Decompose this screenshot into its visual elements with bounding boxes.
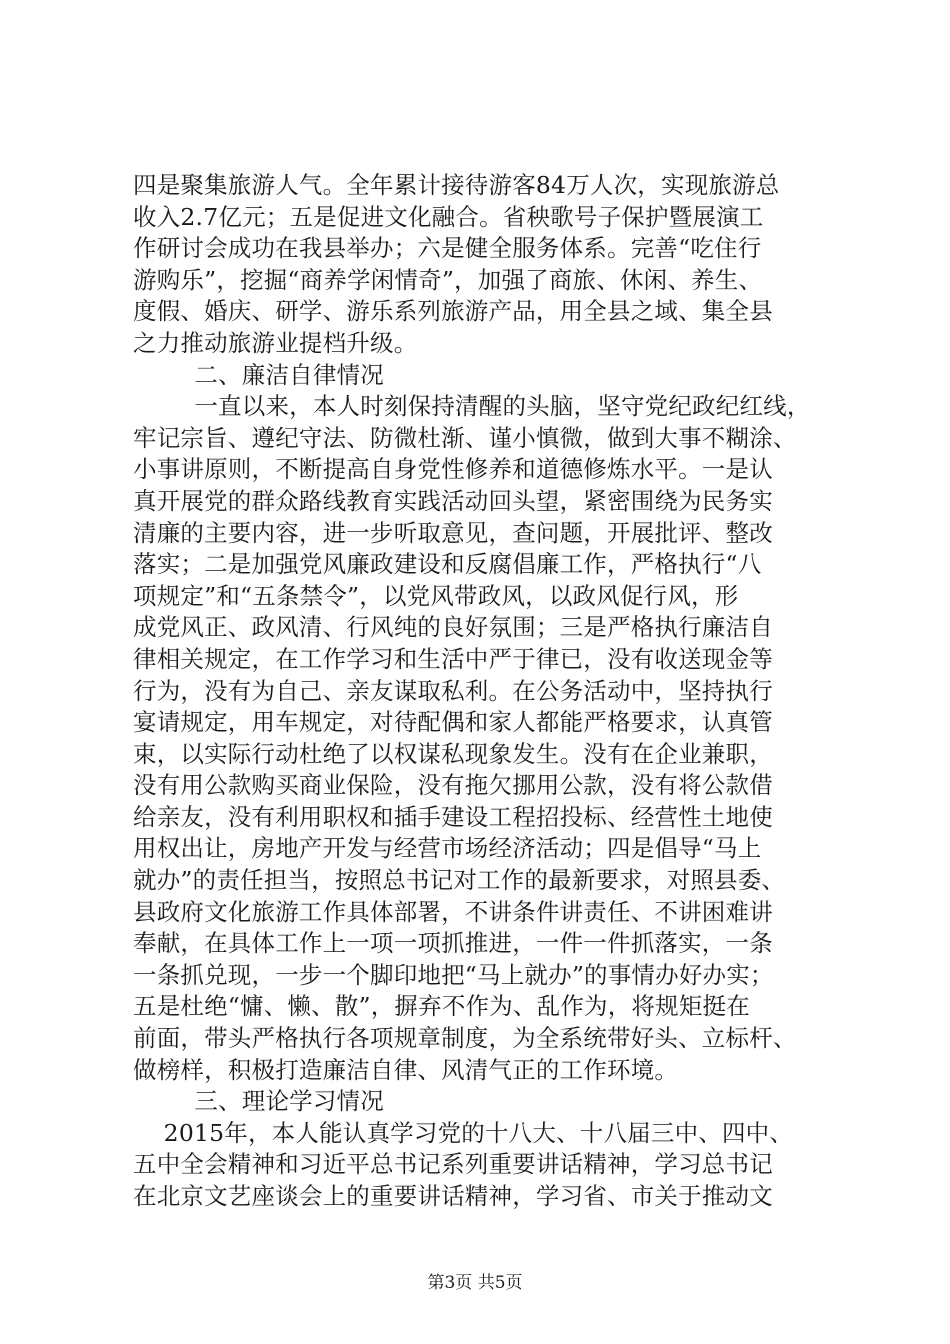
text-line: 就办”的责任担当，按照总书记对工作的最新要求，对照县委、 bbox=[133, 866, 786, 895]
text-line: 度假、婚庆、研学、游乐系列旅游产品，用全县之域、集全县 bbox=[133, 297, 773, 326]
text-line: 给亲友，没有利用职权和插手建设工程招投标、经营性土地使 bbox=[133, 802, 773, 831]
text-line: 四是聚集旅游人气。全年累计接待游客84万人次，实现旅游总 bbox=[133, 171, 780, 199]
text-line: 前面，带头严格执行各项规章制度，为全系统带好头、立标杆、 bbox=[133, 1024, 797, 1053]
text-line: 成党风正、政风清、行风纯的良好氛围；三是严格执行廉洁自 bbox=[133, 613, 773, 642]
text-line: 落实；二是加强党风廉政建设和反腐倡廉工作，严格执行“八 bbox=[133, 550, 762, 579]
text-line: 行为，没有为自己、亲友谋取私利。在公务活动中，坚持执行 bbox=[133, 676, 773, 705]
text-line: 县政府文化旅游工作具体部署，不讲条件讲责任、不讲困难讲 bbox=[133, 897, 773, 926]
text-line: 真开展党的群众路线教育实践活动回头望，紧密围绕为民务实 bbox=[133, 486, 773, 515]
text-line: 收入2.7亿元；五是促进文化融合。省秧歌号子保护暨展演工 bbox=[133, 202, 764, 231]
text-line: 用权出让，房地产开发与经营市场经济活动；四是倡导“马上 bbox=[133, 834, 762, 863]
text-line: 牢记宗旨、遵纪守法、防微杜渐、谨小慎微，做到大事不糊涂、 bbox=[133, 423, 797, 452]
text-line: 项规定”和“五条禁令”，以党风带政风，以政风促行风，形 bbox=[133, 581, 739, 610]
text-line: 游购乐”，挖掘“商养学闲情奇”，加强了商旅、休闲、养生、 bbox=[133, 265, 763, 294]
text-line: 在北京文艺座谈会上的重要讲话精神，学习省、市关于推动文 bbox=[133, 1182, 773, 1210]
page-footer: 第3页 共5页 bbox=[427, 1273, 523, 1293]
text-line: 做榜样，积极打造廉洁自律、风清气正的工作环境。 bbox=[133, 1055, 679, 1084]
text-line: 奉献，在具体工作上一项一项抓推进，一件一件抓落实，一条 bbox=[133, 929, 773, 958]
text-line: 三、理论学习情况 bbox=[133, 1087, 384, 1116]
text-line: 束，以实际行动杜绝了以权谋私现象发生。没有在企业兼职， bbox=[133, 739, 773, 768]
text-line: 律相关规定，在工作学习和生活中严于律已，没有收送现金等 bbox=[133, 644, 773, 673]
text-line: 五中全会精神和习近平总书记系列重要讲话精神，学习总书记 bbox=[133, 1150, 773, 1179]
text-line: 2015年，本人能认真学习党的十八大、十八届三中、四中、 bbox=[133, 1118, 794, 1147]
text-line: 一条抓兑现，一步一个脚印地把“马上就办”的事情办好办实； bbox=[133, 960, 774, 989]
text-line: 一直以来，本人时刻保持清醒的头脑，坚守党纪政纪红线， bbox=[133, 392, 811, 421]
text-line: 二、廉洁自律情况 bbox=[133, 360, 384, 389]
text-line: 作研讨会成功在我县举办；六是健全服务体系。完善“吃住行 bbox=[133, 234, 762, 263]
text-line: 五是杜绝“慵、懒、散”，摒弃不作为、乱作为，将规矩挺在 bbox=[133, 992, 750, 1021]
text-line: 之力推动旅游业提档升级。 bbox=[133, 328, 418, 357]
text-line: 小事讲原则，不断提高自身党性修养和道德修炼水平。一是认 bbox=[133, 455, 773, 484]
text-line: 宴请规定，用车规定，对待配偶和家人都能严格要求，认真管 bbox=[133, 708, 773, 737]
text-line: 清廉的主要内容，进一步听取意见，查问题，开展批评、整改 bbox=[133, 518, 773, 547]
document-body bbox=[133, 170, 833, 1213]
text-line: 没有用公款购买商业保险，没有拖欠挪用公款，没有将公款借 bbox=[133, 771, 773, 800]
